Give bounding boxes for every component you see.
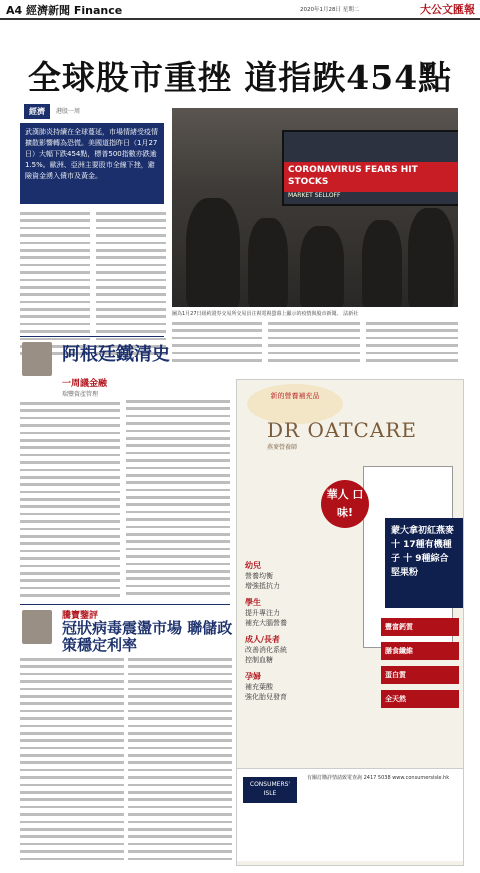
ad-brand-sub: 燕麥營養師 [267,444,298,451]
ad-features [381,618,459,714]
ad-footer [237,768,463,861]
trader-figure [186,198,240,307]
page-label: A4 經濟新聞 Finance [6,4,123,17]
paper-name: 大公文匯報 [420,3,475,16]
advertisement[interactable] [236,379,464,866]
ad-group [245,560,373,591]
section-rule [20,336,164,337]
section-tag: 經濟 [24,104,50,119]
trader-figure [408,208,454,307]
ad-audience-list [245,560,373,708]
article-text-column [20,658,124,868]
ad-group-title: 成人/長者 [245,635,280,644]
ad-footer-logo: CONSUMERS' ISLE [243,777,297,803]
article-text-column [366,322,458,370]
ad-feature: 全天然 [381,690,459,708]
column-b-byline: 騰寶鑒評 [62,611,99,621]
page-header [0,0,480,20]
article-text-column [128,658,232,868]
article-text-column [126,400,230,600]
ad-group-item: 改善消化系統 [245,646,287,654]
section-rule [20,604,230,605]
date-line: 2020年1月28日 星期二 [300,7,360,13]
ad-group-item: 增強抵抗力 [245,582,280,590]
ad-group-title: 幼兒 [245,561,261,570]
columnist-avatar [22,610,52,644]
ad-group-item: 強化胎兒發育 [245,693,287,701]
tv-ticker: MARKET SELLOFF [288,192,341,199]
trader-figure [362,220,402,307]
ad-group-title: 孕婦 [245,672,261,681]
ad-group-item: 控制血糖 [245,656,273,664]
ad-feature: 蛋白質 [381,666,459,684]
ad-group [245,634,373,665]
ad-group-item: 營養均衡 [245,572,273,580]
ad-group [245,671,373,702]
ad-group [245,597,373,628]
ad-group-title: 學生 [245,598,261,607]
ad-ingredients-panel: 蒙大拿初紅燕麥 十 17種有機種子 十 9種綜合堅果粉 [385,518,463,608]
trader-figure [300,226,344,307]
article-text-column [172,322,262,370]
photo-caption: 圖為1月27日紐約證券交易所交易員注視電視螢幕上顯示的疫情與股市新聞。 法新社 [172,311,359,317]
section-tag-sub: 港股一周 [56,108,81,115]
ad-feature: 膳食纖維 [381,642,459,660]
main-headline: 全球股市重挫 道指跌454點 [27,58,453,97]
lead-summary: 武漢肺炎持續在全球蔓延，市場情緒受疫情擴散影響轉為恐慌。美國道指昨日（1月27日）大幅下跌454點，標普500指數亦跌逾1.5%。歐洲、亞洲主要股市全線下挫，避險資金湧入債市及黃金。 [20,123,164,204]
ad-feature: 豐富鈣質 [381,618,459,636]
ad-group-item: 提升專注力 [245,609,280,617]
column-a-title: 阿根廷鐵清史 [62,344,170,365]
ad-group-item: 補充葉酸 [245,683,273,691]
columnist-avatar [22,342,52,376]
news-photo [172,108,458,307]
tv-screen [282,130,458,206]
column-a-subtitle: 瑞豐資產管理 [62,391,99,398]
ad-footer-text: 有關訂購詳情請致電查詢 2417 5038 www.consumersisle.hk [307,775,450,781]
ad-brand: DR OATCARE [267,418,417,442]
article-text-column [20,402,120,602]
trader-figure [248,218,288,307]
ad-circle-badge: 華人 口味! [321,480,369,528]
article-text-column [268,322,360,370]
ad-group-item: 補充大腦營養 [245,619,287,627]
tv-headline: CORONAVIRUS FEARS HIT STOCKS [288,165,418,187]
column-a-byline: 一周議金融 [62,379,108,389]
ad-banner: 新的營養補充品 [247,384,343,424]
column-b-title: 冠狀病毒震盪市場 聯儲政策穩定利率 [62,619,233,654]
